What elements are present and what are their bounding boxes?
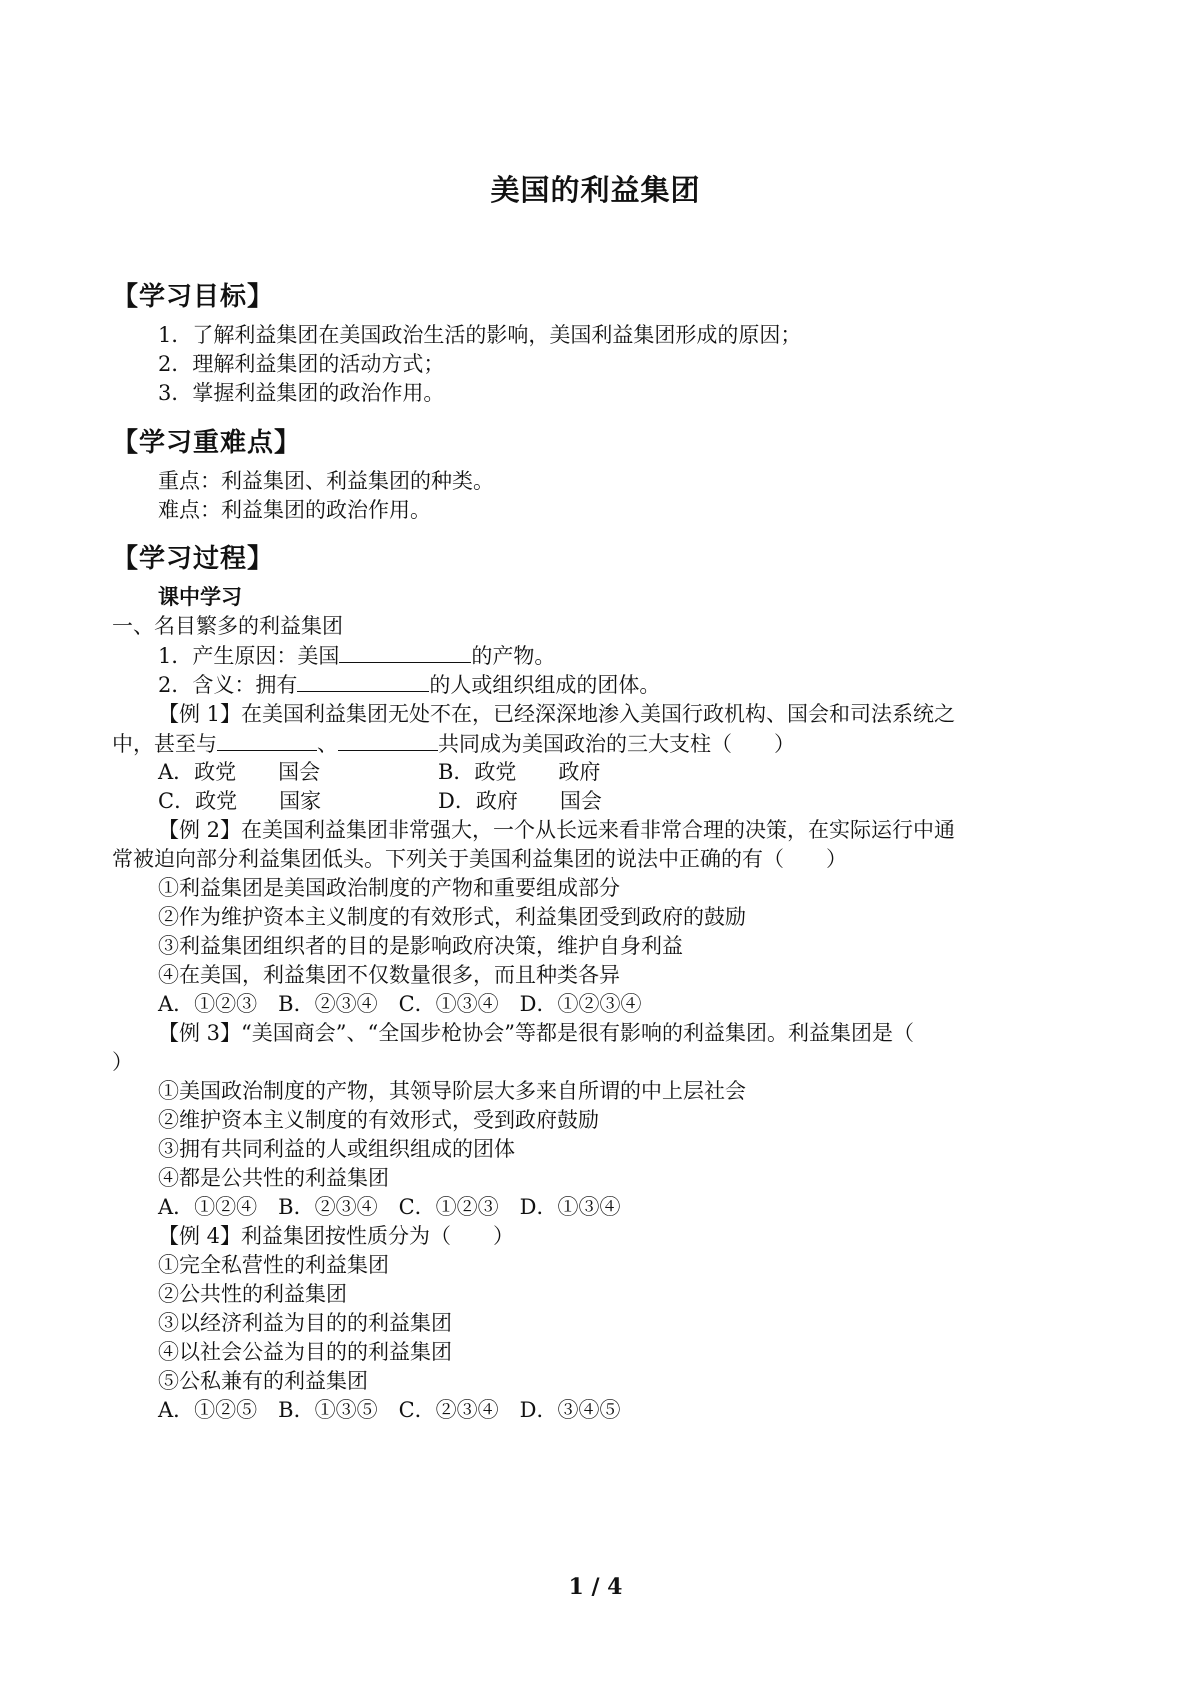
goal-item-2: 2．理解利益集团的活动方式； <box>158 352 445 376</box>
example-4-statement-4: ④以社会公益为目的的利益集团 <box>158 1340 452 1364</box>
example-3-statement-2: ②维护资本主义制度的有效形式，受到政府鼓励 <box>158 1108 599 1132</box>
keypoint-focus: 重点：利益集团、利益集团的种类。 <box>158 469 494 493</box>
heading-process: 【学习过程】 <box>112 544 275 574</box>
fill-blank-pillar-2[interactable] <box>338 728 438 751</box>
example-1-separator: 、 <box>317 732 338 756</box>
fill-blank-origin[interactable] <box>339 640 471 663</box>
example-4-statement-3: ③以经济利益为目的的利益集团 <box>158 1311 452 1335</box>
fill-blank-pillar-1[interactable] <box>217 728 317 751</box>
item-1-origin <box>158 640 555 671</box>
example-2-statement-2: ②作为维护资本主义制度的有效形式，利益集团受到政府的鼓励 <box>158 905 746 929</box>
heading-keypoints: 【学习重难点】 <box>112 428 302 458</box>
example-4-options[interactable]: A．①②⑤ B．①③⑤ C．②③④ D．③④⑤ <box>158 1398 621 1422</box>
example-2-options[interactable]: A．①②③ B．②③④ C．①③④ D．①②③④ <box>158 992 642 1016</box>
goal-item-1: 1．了解利益集团在美国政治生活的影响，美国利益集团形成的原因； <box>158 323 802 347</box>
example-3-statement-1: ①美国政治制度的产物，其领导阶层大多来自所谓的中上层社会 <box>158 1079 746 1103</box>
example-1-options-row-2 <box>158 786 602 816</box>
item-1-suffix: 的产物。 <box>471 644 556 668</box>
example-3-line-1: 【例 3】“美国商会”、“全国步枪协会”等都是很有影响的利益集团。利益集团是（ <box>158 1021 914 1045</box>
example-1-line-1: 【例 1】在美国利益集团无处不在，已经深深地渗入美国行政机构、国会和司法系统之 <box>158 702 956 726</box>
example-3-statement-3: ③拥有共同利益的人或组织组成的团体 <box>158 1137 515 1161</box>
example-4-statement-1: ①完全私营性的利益集团 <box>158 1253 389 1277</box>
heading-goals: 【学习目标】 <box>112 282 275 312</box>
example-4-statement-2: ②公共性的利益集团 <box>158 1282 347 1306</box>
example-1-prefix: 中，甚至与 <box>112 732 217 756</box>
example-2-statement-4: ④在美国，利益集团不仅数量很多，而且种类各异 <box>158 963 620 987</box>
subheading-in-class: 课中学习 <box>158 585 242 609</box>
example-3-statement-4: ④都是公共性的利益集团 <box>158 1166 389 1190</box>
example-2-line-2: 常被迫向部分利益集团低头。下列关于美国利益集团的说法中正确的有（ ） <box>112 847 847 871</box>
page-number: 1 / 4 <box>568 1574 623 1600</box>
example-2-statement-1: ①利益集团是美国政治制度的产物和重要组成部分 <box>158 876 620 900</box>
example-1-option-b[interactable]: B．政党 政府 <box>438 760 601 784</box>
example-1-suffix: 共同成为美国政治的三大支柱（ ） <box>438 732 795 756</box>
page-title: 美国的利益集团 <box>490 173 701 207</box>
example-3-line-2: ） <box>112 1050 133 1074</box>
example-1-option-c[interactable]: C．政党 国家 <box>158 789 322 813</box>
example-1-option-a[interactable]: A．政党 国会 <box>158 760 321 784</box>
keypoint-difficulty: 难点：利益集团的政治作用。 <box>158 498 431 522</box>
item-2-prefix: 2．含义：拥有 <box>158 673 298 697</box>
item-2-meaning <box>158 669 660 700</box>
goal-item-3: 3．掌握利益集团的政治作用。 <box>158 381 445 405</box>
item-2-suffix: 的人或组织组成的团体。 <box>429 673 661 697</box>
example-1-line-2 <box>112 728 795 759</box>
example-1-option-d[interactable]: D．政府 国会 <box>438 789 602 813</box>
example-4-statement-5: ⑤公私兼有的利益集团 <box>158 1369 368 1393</box>
item-1-prefix: 1．产生原因：美国 <box>158 644 340 668</box>
example-2-line-1: 【例 2】在美国利益集团非常强大，一个从长远来看非常合理的决策，在实际运行中通 <box>158 818 956 842</box>
example-4-line-1: 【例 4】利益集团按性质分为（ ） <box>158 1224 515 1248</box>
example-1-options-row-1 <box>158 757 600 787</box>
fill-blank-meaning[interactable] <box>297 669 429 692</box>
example-2-statement-3: ③利益集团组织者的目的是影响政府决策，维护自身利益 <box>158 934 683 958</box>
section-1-title: 一、名目繁多的利益集团 <box>112 614 343 638</box>
example-3-options[interactable]: A．①②④ B．②③④ C．①②③ D．①③④ <box>158 1195 621 1219</box>
